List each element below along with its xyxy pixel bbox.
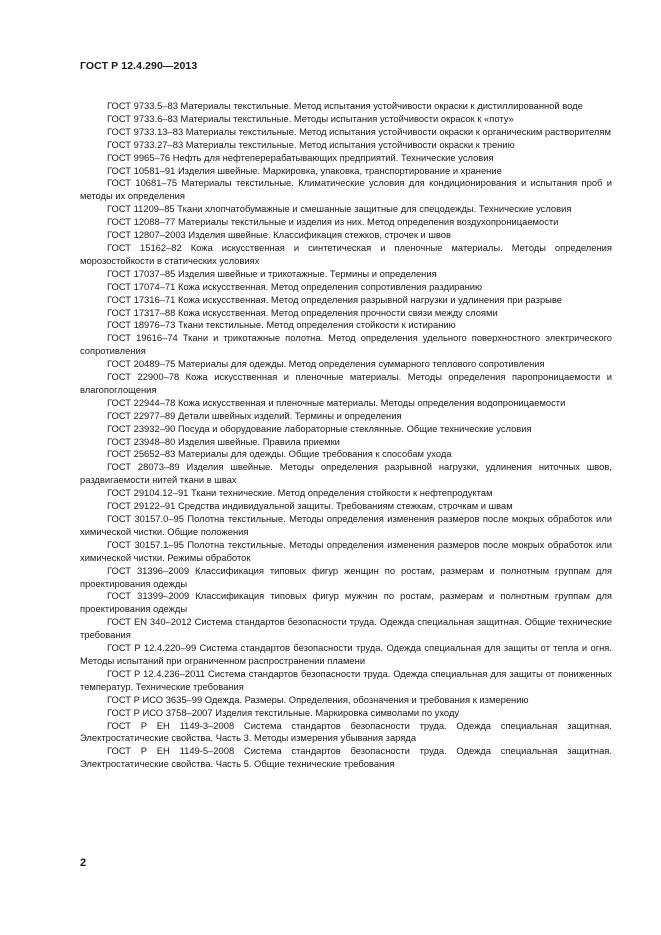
reference-item: ГОСТ 19616–74 Ткани и трикотажные полотна. Метод определения удельного поверхностного электрического сопротивления xyxy=(80,332,612,357)
reference-item: ГОСТ 10581–91 Изделия швейные. Маркировка, упаковка, транспортирование и хранение xyxy=(107,164,502,176)
reference-item: ГОСТ 17317–88 Кожа искусственная. Метод определения прочности связи между слоями xyxy=(107,306,498,318)
document-header: ГОСТ Р 12.4.290—2013 xyxy=(80,60,198,72)
reference-item: ГОСТ Р ИСО 3635–99 Одежда. Размеры. Определения, обозначения и требования к измерению xyxy=(107,693,529,705)
page-number: 2 xyxy=(80,857,87,869)
reference-item: ГОСТ 11209–85 Ткани хлопчатобумажные и смешанные защитные для спецодежды. Технические условия xyxy=(107,203,572,215)
reference-item: ГОСТ Р ИСО 3758–2007 Изделия текстильные. Маркировка символами по уходу xyxy=(107,706,460,718)
reference-item: ГОСТ 30157.1–95 Полотна текстильные. Методы определения изменения размеров после мокрых обработок или химической чистки. Режимы обработок xyxy=(80,538,612,563)
reference-item: ГОСТ 23948–80 Изделия швейные. Правила приемки xyxy=(107,435,340,447)
reference-item: ГОСТ 10681–75 Материалы текстильные. Климатические условия для кондиционирования и испытания проб и методы их определения xyxy=(80,177,612,202)
reference-item: ГОСТ 28073–89 Изделия швейные. Методы определения разрывной нагрузки, удлинения ниточных швов, раздвигаемости нитей ткани в швах xyxy=(80,461,612,486)
normative-references-list xyxy=(80,100,612,771)
reference-item: ГОСТ Р ЕН 1149-3–2008 Система стандартов безопасности труда. Одежда специальная защитная. Электростатические свойства. Часть 3. Методы измерения убывания заряда xyxy=(80,719,612,744)
reference-item: ГОСТ 17316–71 Кожа искусственная. Метод определения разрывной нагрузки и удлинения при разрыве xyxy=(107,293,562,305)
reference-item: ГОСТ 30157.0–95 Полотна текстильные. Методы определения изменения размеров после мокрых обработок или химической чистки. Общие положения xyxy=(80,513,612,537)
reference-item: ГОСТ Р ЕН 1149-5–2008 Система стандартов безопасности труда. Одежда специальная защитная. Электростатические свойства. Часть 5. Общие технические требования xyxy=(80,745,612,770)
reference-item: ГОСТ 9733.27–83 Материалы текстильные. Метод испытания устойчивости окраски к трению xyxy=(107,138,515,150)
reference-item: ГОСТ Р 12.4.220–99 Система стандартов безопасности труда. Одежда специальная для защиты от тепла и огня. Методы испытаний при ограниченном распространении пламени xyxy=(80,642,612,666)
reference-item: ГОСТ 29104.12–91 Ткани технические. Метод определения стойкости к нефтепродуктам xyxy=(107,487,493,499)
reference-item: ГОСТ 15162–82 Кожа искусственная и синтетическая и пленочные материалы. Методы определения морозостойкости в статических условиях xyxy=(80,241,612,266)
reference-item: ГОСТ 29122–91 Средства индивидуальной защиты. Требованиям стежкам, строчкам и швам xyxy=(107,500,513,512)
reference-item: ГОСТ 12807–2003 Изделия швейные. Классификация стежков, строчек и швов xyxy=(107,229,451,241)
reference-item: ГОСТ 18976–73 Ткани текстильные. Метод определения стойкости к истиранию xyxy=(107,319,456,331)
reference-item: ГОСТ 17037–85 Изделия швейные и трикотажные. Термины и определения xyxy=(107,267,437,279)
reference-item: ГОСТ 23932–90 Посуда и оборудование лабораторные стеклянные. Общие технические условия xyxy=(107,422,532,434)
reference-item: ГОСТ EN 340–2012 Система стандартов безопасности труда. Одежда специальная защитная. Общие технические требования xyxy=(80,616,612,641)
reference-item: ГОСТ 22977–89 Детали швейных изделий. Термины и определения xyxy=(107,409,402,421)
reference-item: ГОСТ 9733.5–83 Материалы текстильные. Метод испытания устойчивости окраски к дистиллированной воде xyxy=(107,100,583,111)
reference-item: ГОСТ 25652–83 Материалы для одежды. Общие требования к способам ухода xyxy=(107,448,452,460)
reference-item: ГОСТ 20489–75 Материалы для одежды. Метод определения суммарного теплового сопротивления xyxy=(107,358,545,370)
reference-item: ГОСТ Р 12.4.236–2011 Система стандартов безопасности труда. Одежда специальная для защиты от пониженных температур. Технические требования xyxy=(80,667,612,692)
reference-item: ГОСТ 9733.13–83 Материалы текстильные. Метод испытания устойчивости окраски к органическим растворителям xyxy=(107,125,611,137)
reference-item: ГОСТ 17074–71 Кожа искусственная. Метод определения сопротивления раздиранию xyxy=(107,280,483,292)
reference-item: ГОСТ 9965–76 Нефть для нефтеперерабатывающих предприятий. Технические условия xyxy=(107,151,494,163)
reference-item: ГОСТ 9733.6–83 Материалы текстильные. Методы испытания устойчивости окрасок к «поту» xyxy=(107,112,514,124)
reference-item: ГОСТ 22944–78 Кожа искусственная и пленочные материалы. Методы определения водопроницаемости xyxy=(107,396,566,408)
reference-item: ГОСТ 31399–2009 Классификация типовых фигур мужчин по ростам, размерам и полнотным группам для проектирования одежды xyxy=(80,590,612,615)
reference-item: ГОСТ 12088–77 Материалы текстильные и изделия из них. Метод определения воздухопроницаемости xyxy=(107,216,559,228)
reference-item: ГОСТ 22900–78 Кожа искусственная и пленочные материалы. Методы определения паропроницаемости и влагопоглощения xyxy=(80,371,612,395)
reference-item: ГОСТ 31396–2009 Классификация типовых фигур женщин по ростам, размерам и полнотным группам для проектирования одежды xyxy=(80,564,612,589)
